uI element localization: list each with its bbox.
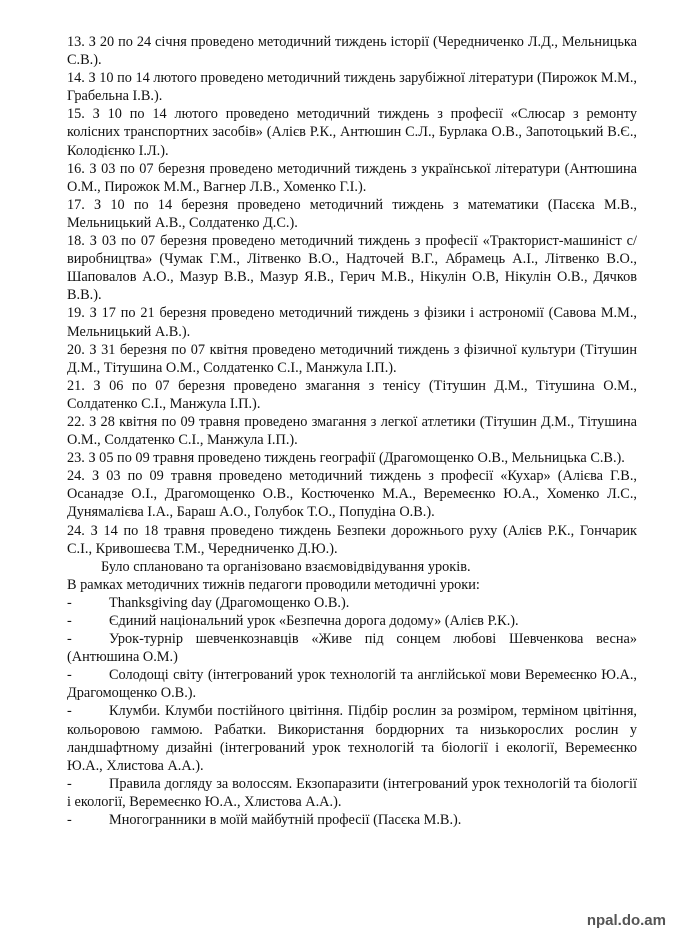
paragraph-13: 13. З 20 по 24 січня проведено методичний тиждень історії (Чередниченко Л.Д., Мельницька С.В.). <box>67 34 637 69</box>
lesson-text: Єдиний національний урок «Безпечна дорога додому» (Алієв Р.К.). <box>109 613 519 629</box>
list-dash: - <box>67 594 72 611</box>
paragraph-18: 18. З 03 по 07 березня проведено методичний тиждень з професії «Тракторист-машиніст с/ виробництва» (Чумак Г.М., Літвенко В.О., Надточей В.Г., Абрамець А.І., Літвенко В.О., Шаповалов А.О., Мазур В.В., Мазур Я.В., Герич М.В., Нікулін О.В, Нікулін О.В., Дячков В.В.). <box>67 233 637 304</box>
watermark: npal.do.am <box>586 912 666 929</box>
lesson-item <box>67 811 637 829</box>
lesson-item <box>67 594 637 612</box>
list-dash: - <box>67 667 72 684</box>
lesson-text: Урок-турнір шевченкознавців «Живе під сонцем любові Шевченкова весна» (Антюшина О.М.) <box>67 631 637 666</box>
lesson-item <box>67 666 637 702</box>
paragraph-16: 16. З 03 по 07 березня проведено методичний тиждень з української літератури (Антюшина О.М., Пирожок М.М., Вагнер Л.В., Хоменко Г.І.). <box>67 160 637 195</box>
list-dash: - <box>67 613 72 629</box>
paragraph-24-kukhar: 24. З 03 по 09 травня проведено методичний тиждень з професії «Кухар» (Алієва Г.В., Осанадзе О.І., Драгомощенко О.В., Костюченко М.А., Веремеєнко Ю.А., Хоменко Л.С., Дунямалієва І.А., Бараш А.О., Голубок Т.О., Попудіна О.В.). <box>67 468 637 521</box>
lesson-item <box>67 630 637 666</box>
paragraph-17: 17. З 10 по 14 березня проведено методичний тиждень з математики (Пасєка М.В., Мельницький А.В., Солдатенко Д.С.). <box>67 196 637 231</box>
lesson-text: Многогранники в моїй майбутній професії (Пасєка М.В.). <box>109 812 462 829</box>
paragraph-21: 21. З 06 по 07 березня проведено змагання з тенісу (Тітушин Д.М., Тітушина О.М., Солдатенко С.І., Манжула І.П.). <box>67 377 637 412</box>
list-dash: - <box>67 775 72 792</box>
lessons-intro: В рамках методичних тижнів педагоги проводили методичні уроки: <box>67 576 480 593</box>
paragraph-23: 23. З 05 по 09 травня проведено тиждень географії (Драгомощенко О.В., Мельницька С.В.). <box>67 450 625 467</box>
paragraph-19: 19. З 17 по 21 березня проведено методичний тиждень з фізики і астрономії (Савова М.М., Мельницький А.В.). <box>67 305 637 340</box>
paragraph-20: 20. З 31 березня по 07 квітня проведено методичний тиждень з фізичної культури (Тітушин Д.М., Тітушина О.М., Солдатенко С.І., Манжула І.П.). <box>67 341 637 376</box>
planned-text: Було сплановано та організовано взаємовідвідування уроків. <box>101 558 471 575</box>
paragraph-15: 15. З 10 по 14 лютого проведено методичний тиждень з професії «Слюсар з ремонту колісних транспортних засобів» (Алієв Р.К., Антюшин С.Л., Бурлака О.В., Запотоцький В.Є., Колодієнко І.Л.). <box>67 106 637 159</box>
lesson-text: Правила догляду за волоссям. Екзопаразити (інтегрований урок технологій та біології і екології, Веремеєнко Ю.А., Хлистова А.А.). <box>67 775 637 810</box>
lesson-text: Клумби. Клумби постійного цвітіння. Підбір рослин за розміром, терміном цвітіння, кольоровою гаммою. Рабатки. Використання бордюрних та низькорослих рослин у ландшафтному дизайні (інтегрований урок технологій та біології і екології, Веремеєнко Ю.А., Хлистова А.А.). <box>67 703 637 774</box>
lesson-item <box>67 775 637 811</box>
lesson-item <box>67 612 637 630</box>
paragraph-22: 22. З 28 квітня по 09 травня проведено змагання з легкої атлетики (Тітушин Д.М., Тітушина О.М., Солдатенко С.І., Манжула І.П.). <box>67 413 637 449</box>
paragraph-14: 14. З 10 по 14 лютого проведено методичний тиждень зарубіжної літератури (Пирожок М.М., Грабельна І.В.). <box>67 70 637 105</box>
list-dash: - <box>67 812 72 829</box>
lesson-text: Солодощі світу (інтегрований урок технологій та англійської мови Веремеєнко Ю.А., Драгомощенко О.В.). <box>67 667 637 702</box>
list-dash: - <box>67 631 72 648</box>
paragraph-24-road-safety: 24. З 14 по 18 травня проведено тиждень Безпеки дорожнього руху (Алієв Р.К., Гончарик С.І., Кривошеєва Т.М., Чередниченко Д.Ю.). <box>67 522 637 557</box>
lesson-text: Thanksgiving day (Драгомощенко О.В.). <box>109 594 350 611</box>
document-page <box>67 33 637 829</box>
list-dash: - <box>67 703 72 720</box>
lesson-item <box>67 702 637 774</box>
